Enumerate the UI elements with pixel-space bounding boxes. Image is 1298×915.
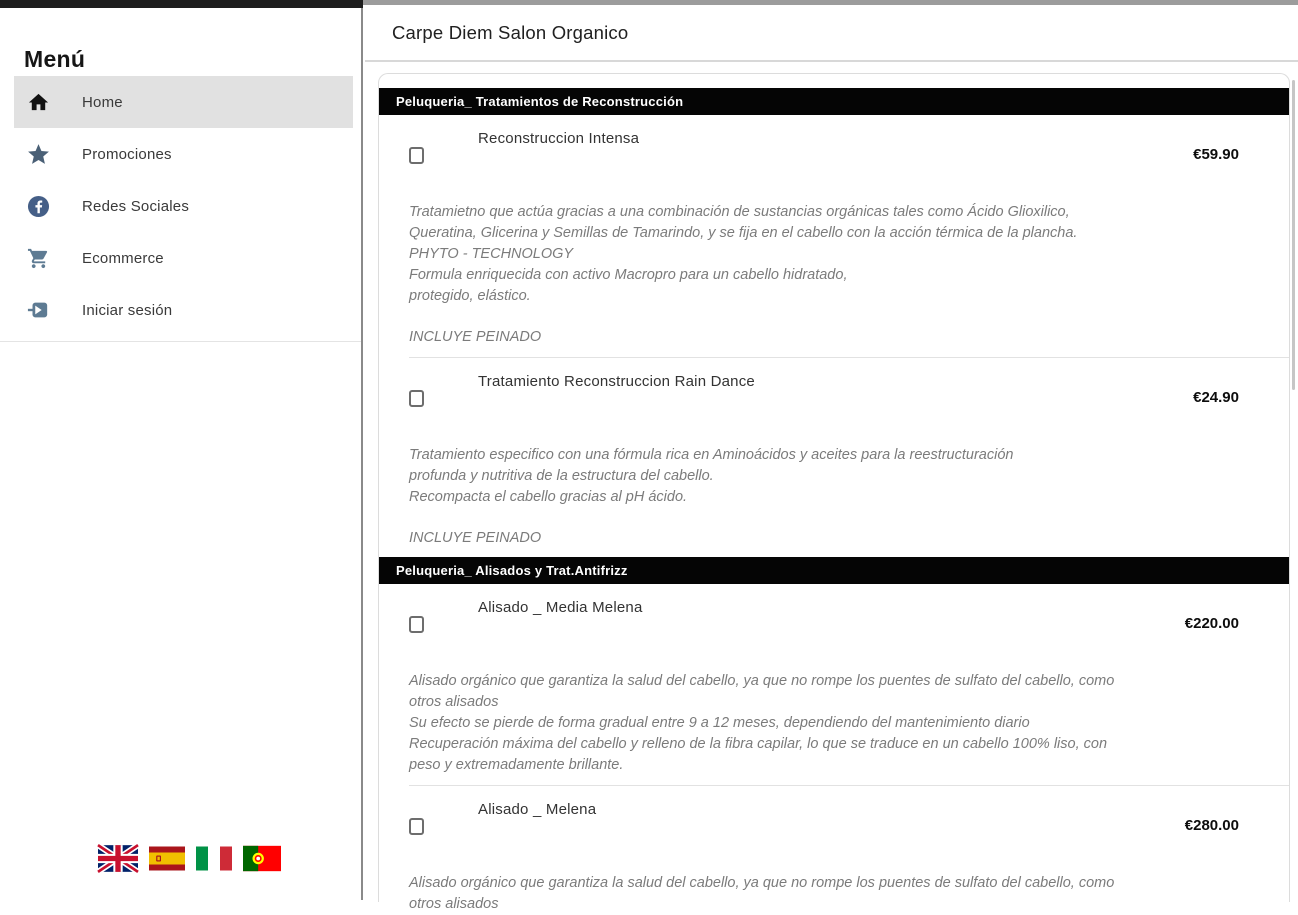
login-icon	[26, 298, 50, 322]
spain-flag-icon[interactable]	[149, 845, 185, 872]
section-header: Peluqueria_ Tratamientos de Reconstrucción	[379, 88, 1289, 115]
service-checkbox[interactable]	[409, 616, 424, 633]
service-name: Alisado _ Melena	[478, 801, 597, 818]
service-name: Tratamiento Reconstruccion Rain Dance	[478, 373, 755, 390]
sidebar-item-promociones[interactable]	[14, 128, 353, 180]
italy-flag-icon[interactable]	[196, 845, 232, 872]
scrollbar[interactable]	[1292, 80, 1295, 390]
service-row	[379, 358, 1289, 445]
service-description: Tratamietno que actúa gracias a una combinación de sustancias orgánicas tales como Ácido Glioxilico, Queratina, Glicerina y Semillas de Tamarindo, y se fija en el cabello con la acción térmica de la plancha. PHYTO - TECHNOLOGY Formula enriquecida con activo Macropro para un cabello hidratado, protegido, elástico.	[409, 204, 1078, 304]
uk-flag-icon[interactable]	[98, 845, 138, 872]
sidebar-item-redes-sociales[interactable]	[14, 180, 353, 232]
sidebar-title: Menú	[24, 46, 86, 72]
portugal-flag-icon[interactable]	[243, 845, 281, 872]
facebook-icon	[26, 194, 50, 218]
sidebar-divider	[0, 341, 361, 342]
sidebar-item-label: Ecommerce	[82, 249, 164, 267]
sidebar-item-label: Iniciar sesión	[82, 301, 173, 319]
service-checkbox[interactable]	[409, 390, 424, 407]
service-price: €220.00	[1184, 615, 1239, 632]
top-bar-dark	[0, 0, 363, 8]
sidebar	[0, 8, 363, 900]
sidebar-item-label: Redes Sociales	[82, 197, 190, 215]
service-description: Alisado orgánico que garantiza la salud del cabello, ya que no rompe los puentes de sulfato del cabello, como otros alisados Su efecto se pierde de forma gradual entre 9 a 12 meses, dependiendo del mantenimiento diario Recuperación máxima del cabello y relleno de la fibra capilar, lo que se traduce en un cabello 100% liso, con peso y extremadamente brillante.	[409, 673, 1115, 773]
service-price: €280.00	[1184, 817, 1239, 834]
section-header: Peluqueria_ Alisados y Trat.Antifrizz	[379, 557, 1289, 584]
service-note: INCLUYE PEINADO	[409, 329, 542, 345]
star-icon	[26, 142, 50, 166]
service-row	[379, 786, 1289, 873]
service-description: Alisado orgánico que garantiza la salud del cabello, ya que no rompe los puentes de sulfato del cabello, como otros alisados	[409, 875, 1115, 912]
main-content	[365, 5, 1298, 912]
service-row	[379, 584, 1289, 671]
home-icon	[26, 90, 50, 114]
sidebar-item-label: Home	[82, 93, 123, 111]
service-name: Alisado _ Media Melena	[478, 599, 643, 616]
service-note: INCLUYE PEINADO	[409, 530, 542, 546]
service-name: Reconstruccion Intensa	[478, 130, 640, 147]
service-price: €59.90	[1193, 146, 1239, 163]
service-description: Tratamiento especifico con una fórmula rica en Aminoácidos y aceites para la reestructuración profunda y nutritiva de la estructura del cabello. Recompacta el cabello gracias al pH ácido.	[409, 447, 1014, 505]
service-row	[379, 115, 1289, 202]
language-flags	[98, 845, 281, 872]
sidebar-item-iniciar-sesion[interactable]	[14, 284, 353, 336]
services-card	[378, 73, 1290, 912]
service-checkbox[interactable]	[409, 147, 424, 164]
sidebar-item-ecommerce[interactable]	[14, 232, 353, 284]
cart-icon	[26, 246, 50, 270]
page-title: Carpe Diem Salon Organico	[392, 21, 629, 43]
service-checkbox[interactable]	[409, 818, 424, 835]
sidebar-item-home[interactable]	[14, 76, 353, 128]
service-price: €24.90	[1193, 389, 1239, 406]
main-header	[365, 5, 1298, 62]
sidebar-menu	[0, 76, 361, 336]
sidebar-item-label: Promociones	[82, 145, 172, 163]
